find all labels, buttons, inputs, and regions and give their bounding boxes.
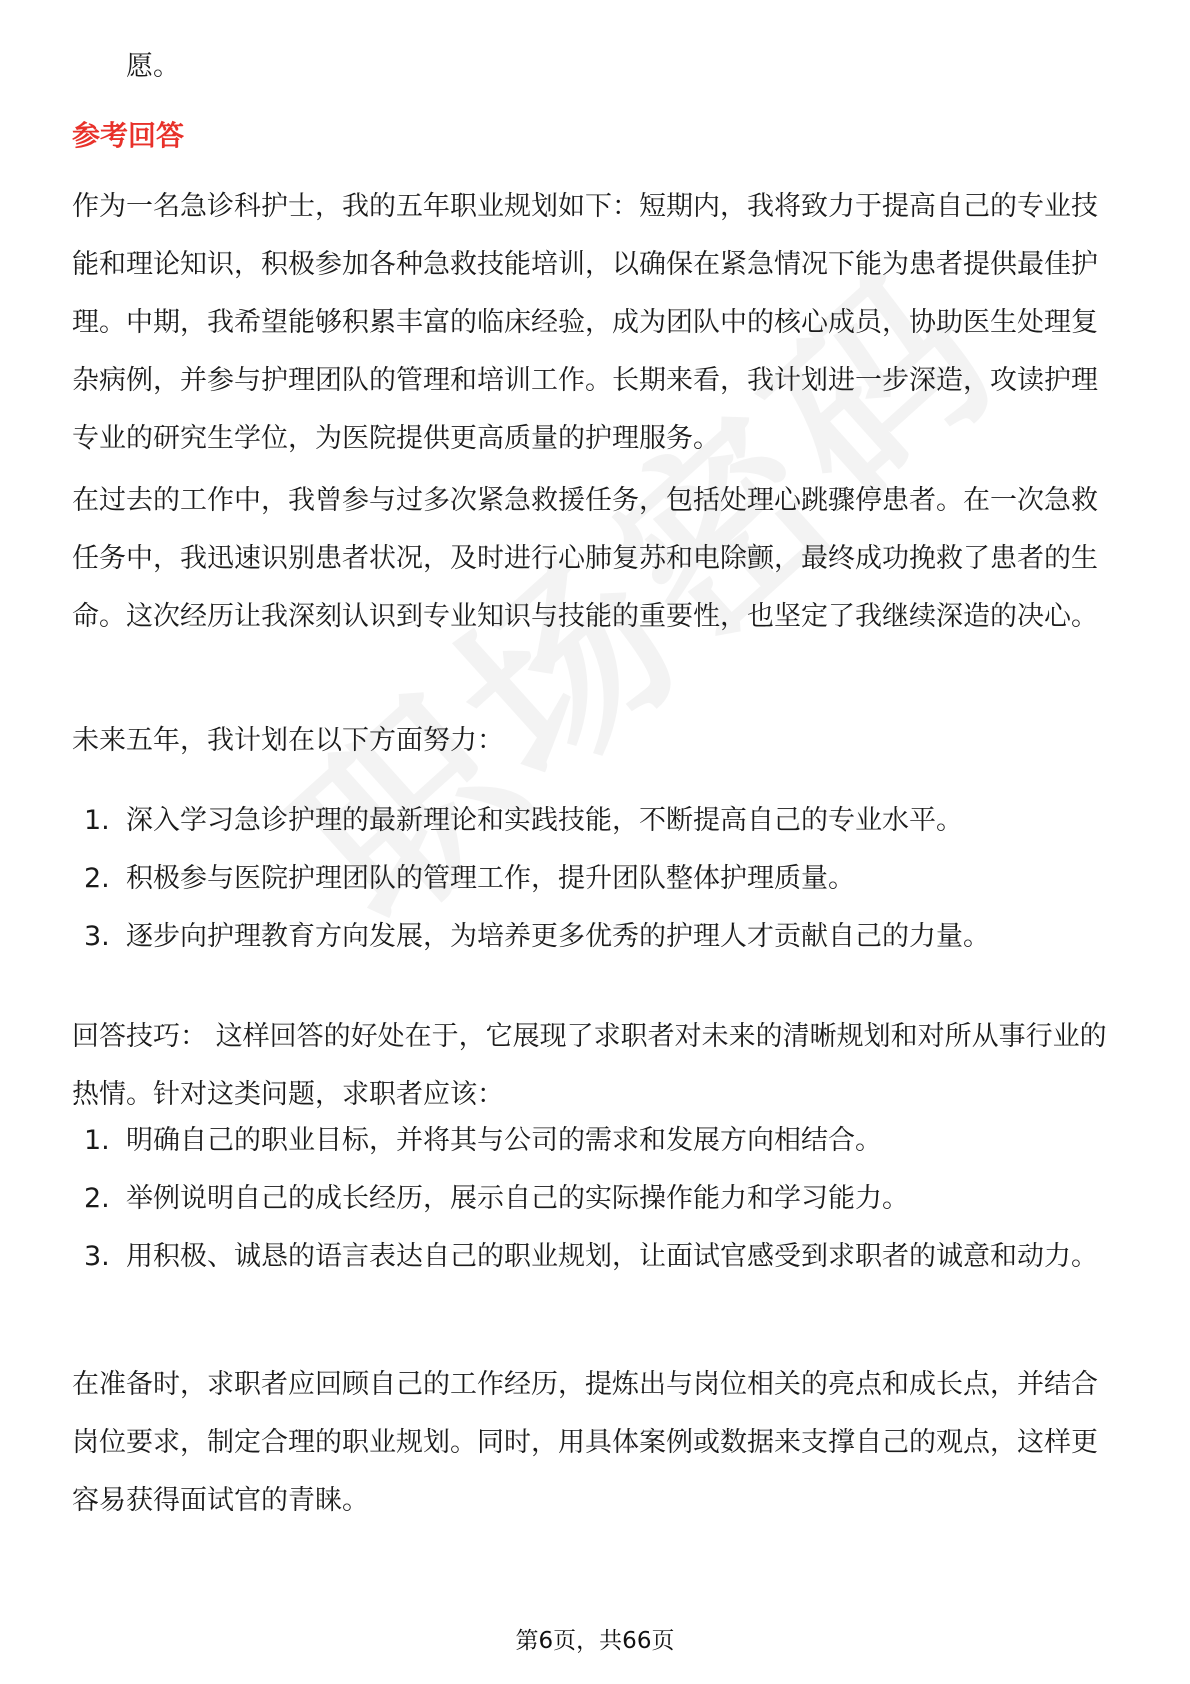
list-item: 3. 逐步向护理教育方向发展，为培养更多优秀的护理人才贡献自己的力量。 xyxy=(84,921,990,952)
continuation-text: 愿。 xyxy=(126,51,180,82)
list-item: 2. 举例说明自己的成长经历，展示自己的实际操作能力和学习能力。 xyxy=(84,1183,909,1214)
section-heading: 参考回答 xyxy=(72,119,185,152)
closing-paragraph: 在准备时，求职者应回顾自己的工作经历，提炼出与岗位相关的亮点和成长点，并结合岗位要求，制定合理的职业规划。同时，用具体案例或数据来支撑自己的观点，这样更容易获得面试官的青睐。 xyxy=(72,1369,1098,1516)
page-number: 第6页，共66页 xyxy=(515,1628,675,1654)
answer-paragraph-3: 未来五年，我计划在以下方面努力： xyxy=(72,725,504,756)
plan-list xyxy=(72,792,1122,966)
tips-paragraph: 回答技巧： 这样回答的好处在于，它展现了求职者对未来的清晰规划和对所从事行业的热情。针对这类问题，求职者应该： xyxy=(72,1021,1107,1110)
answer-paragraph-2: 在过去的工作中，我曾参与过多次紧急救援任务，包括处理心跳骤停患者。在一次急救任务中，我迅速识别患者状况，及时进行心肺复苏和电除颤，最终成功挽救了患者的生命。这次经历让我深刻认识到专业知识与技能的重要性，也坚定了我继续深造的决心。 xyxy=(72,485,1098,632)
list-item: 2. 积极参与医院护理团队的管理工作，提升团队整体护理质量。 xyxy=(84,863,855,894)
answer-paragraph-1: 作为一名急诊科护士，我的五年职业规划如下：短期内，我将致力于提高自己的专业技能和理论知识，积极参加各种急救技能培训，以确保在紧急情况下能为患者提供最佳护理。中期，我希望能够积累丰富的临床经验，成为团队中的核心成员，协助医生处理复杂病例，并参与护理团队的管理和培训工作。长期来看，我计划进一步深造，攻读护理专业的研究生学位，为医院提供更高质量的护理服务。 xyxy=(72,191,1098,454)
list-item: 3. 用积极、诚恳的语言表达自己的职业规划，让面试官感受到求职者的诚意和动力。 xyxy=(84,1241,1098,1272)
list-item: 1. 深入学习急诊护理的最新理论和实践技能，不断提高自己的专业水平。 xyxy=(84,805,963,836)
tips-list xyxy=(72,1112,1122,1286)
list-item: 1. 明确自己的职业目标，并将其与公司的需求和发展方向相结合。 xyxy=(84,1125,882,1156)
